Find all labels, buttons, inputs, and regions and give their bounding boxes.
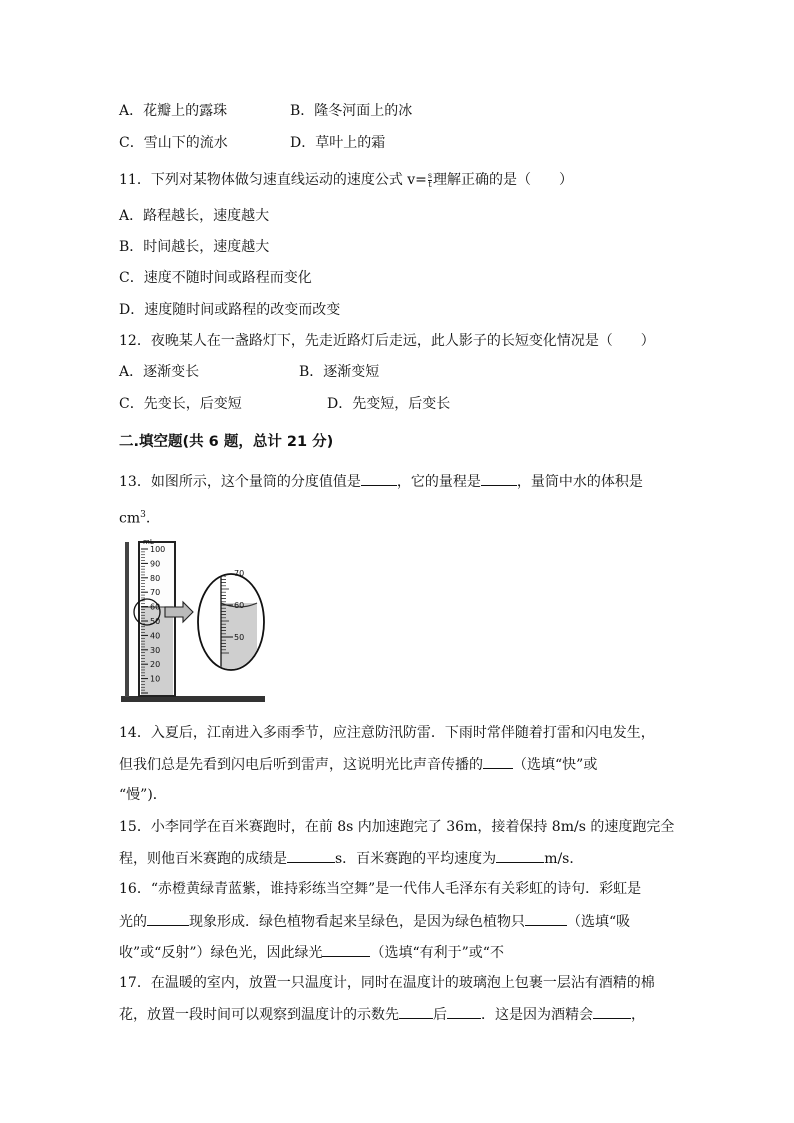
q11-frac-numerator: s [427, 170, 433, 180]
q11-formula-fraction [428, 172, 432, 189]
q12-option-d: D．先变短，后变长 [327, 396, 451, 412]
q17-blank-3[interactable] [593, 1004, 631, 1019]
q10-option-c: C．雪山下的流水 [119, 135, 228, 151]
graduated-cylinder-figure [121, 536, 265, 704]
q11-stem-text: 11．下列对某物体做匀速直线运动的速度公式 v= [119, 172, 427, 188]
q13-unit-end: . [145, 510, 151, 527]
q11-option-d: D．速度随时间或路程的改变而改变 [119, 302, 341, 318]
cylinder-unit-label: mL [143, 538, 154, 546]
q14-text-1: 但我们总是先看到闪电后听到雷声，这说明光比声音传播的 [119, 757, 483, 773]
q17-text-4: ， [631, 1007, 645, 1023]
q13-blank-2[interactable] [481, 471, 517, 486]
cylinder-scale-label: 20 [150, 660, 161, 670]
q15-blank-1[interactable] [287, 848, 335, 863]
q16-line-2 [119, 911, 630, 932]
cylinder-scale-label: 10 [150, 674, 161, 684]
q17-text-1: 花，放置一段时间可以观察到温度计的示数先 [119, 1007, 399, 1023]
q15-text-1: 程，则他百米赛跑的成绩是 [119, 851, 287, 867]
q16-text-3: （选填“吸 [567, 914, 631, 930]
cylinder-scale-label: 50 [150, 617, 161, 626]
q14-line-2 [119, 754, 597, 775]
q14-line-3: “慢”)． [119, 787, 167, 803]
q15-text-2: s．百米赛跑的平均速度为 [335, 851, 497, 867]
q13-blank-1[interactable] [361, 471, 397, 486]
q16-line-1: 16．“赤橙黄绿青蓝紫，谁持彩练当空舞”是一代伟人毛泽东有关彩虹的诗句．彩虹是 [119, 881, 642, 897]
q10-option-a: A．花瓣上的露珠 [119, 103, 228, 119]
q13-text-1: 13．如图所示，这个量筒的分度值值是 [119, 474, 361, 490]
q15-line-2 [119, 848, 583, 869]
q16-blank-1[interactable] [147, 911, 189, 926]
q11-option-c: C．速度不随时间或路程而变化 [119, 270, 312, 286]
q17-text-3: ．这是因为酒精会 [481, 1007, 593, 1023]
q16-text-5: （选填“有利于”或“不 [370, 945, 504, 961]
q12-option-a: A．逐渐变长 [119, 364, 200, 380]
q15-blank-2[interactable] [496, 848, 544, 863]
q14-text-2: （选填“快”或 [513, 757, 598, 773]
q13-unit-text: cm [119, 510, 141, 527]
q16-text-2: 现象形成．绿色植物看起来呈绿色，是因为绿色植物只 [189, 914, 525, 930]
cylinder-scale-label: 70 [150, 588, 161, 598]
q16-text-4: 收”或“反射”）绿色光，因此绿光 [119, 945, 323, 961]
cylinder-scale-label: 80 [150, 573, 161, 583]
q13-text-3: ，量筒中水的体积是 [516, 474, 643, 490]
q17-blank-2[interactable] [447, 1004, 481, 1019]
q11-frac-denominator: t [428, 179, 432, 189]
q10-option-b: B．隆冬河面上的冰 [290, 103, 413, 119]
q14-line-1: 14．入夏后，江南进入多雨季节，应注意防汛防雷．下雨时常伴随着打雷和闪电发生， [119, 725, 655, 741]
q11-stem [119, 170, 573, 190]
cylinder-scale-label: 30 [150, 645, 161, 655]
cylinder-scale-label: 40 [150, 631, 161, 641]
q17-blank-1[interactable] [399, 1004, 433, 1019]
section-heading: 二.填空题(共 6 题，总计 21 分) [119, 434, 334, 450]
q12-option-c: C．先变长，后变短 [119, 396, 242, 412]
q11-option-a: A．路程越长，速度越大 [119, 208, 270, 224]
q11-option-b: B．时间越长，速度越大 [119, 239, 270, 255]
q15-line-1: 15．小李同学在百米赛跑时，在前 8s 内加速跑完了 36m，接着保持 8m/s 的速度跑完全 [119, 819, 675, 835]
q17-line-1: 17．在温暖的室内，放置一只温度计，同时在温度计的玻璃泡上包裹一层沾有酒精的棉 [119, 975, 655, 991]
q12-stem: 12．夜晚某人在一盏路灯下，先走近路灯后走远，此人影子的长短变化情况是（ ） [119, 333, 655, 349]
q10-option-d: D．草叶上的霜 [290, 135, 386, 151]
zoom-scale-label: 60 [234, 601, 245, 610]
cylinder-scale-label: 60 [150, 602, 161, 612]
q13-stem [119, 471, 643, 492]
cylinder-scale-label: 90 [150, 559, 161, 569]
q13-unit [119, 505, 150, 529]
q15-text-3: m/s． [544, 851, 584, 867]
cylinder-stand [125, 542, 129, 697]
cylinder-scale-label: 100 [150, 545, 166, 554]
zoom-scale-label: 70 [234, 569, 245, 578]
q16-text-1: 光的 [119, 914, 147, 930]
q16-blank-3[interactable] [322, 942, 370, 957]
q13-unit-sup: 3 [140, 510, 146, 520]
q12-option-b: B．逐渐变短 [299, 364, 380, 380]
q17-text-2: 后 [433, 1007, 447, 1023]
q11-stem-end: 理解正确的是（ ） [433, 172, 574, 188]
q17-line-2 [119, 1004, 645, 1025]
zoom-scale-label: 50 [234, 633, 245, 642]
q16-blank-2[interactable] [525, 911, 567, 926]
q13-text-2: ，它的量程是 [396, 474, 481, 490]
q14-blank[interactable] [483, 754, 513, 769]
q16-line-3 [119, 942, 504, 963]
